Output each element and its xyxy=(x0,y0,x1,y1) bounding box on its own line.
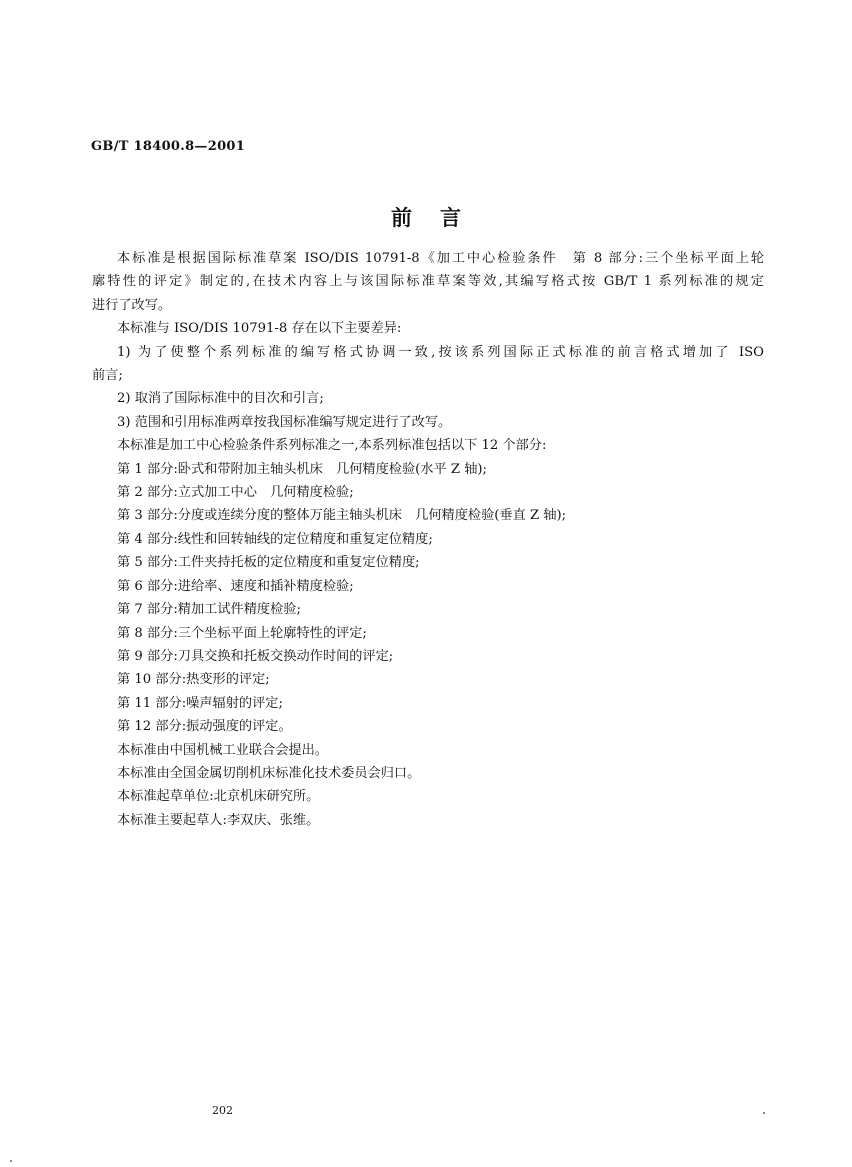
part-item: 第 1 部分:卧式和带附加主轴头机床 几何精度检验(水平 Z 轴); xyxy=(117,461,487,477)
part-item: 第 5 部分:工件夹持托板的定位精度和重复定位精度; xyxy=(117,555,420,571)
difference-item-cont: 前言; xyxy=(92,368,123,384)
closing-line: 本标准主要起草人:李双庆、张维。 xyxy=(117,812,320,828)
difference-item: 1) 为了使整个系列标准的编写格式协调一致,按该系列国际正式标准的前言格式增加了 ISO xyxy=(117,344,764,360)
scan-speck xyxy=(763,1112,765,1114)
part-item: 第 10 部分:热变形的评定; xyxy=(117,672,270,688)
closing-line: 本标准起草单位:北京机床研究所。 xyxy=(117,789,320,805)
difference-item: 3) 范围和引用标准两章按我国标准编写规定进行了改写。 xyxy=(117,414,452,430)
closing-line: 本标准由全国金属切削机床标准化技术委员会归口。 xyxy=(117,765,421,781)
title-char: 前 xyxy=(391,205,412,230)
difference-item: 2) 取消了国际标准中的目次和引言; xyxy=(117,391,324,407)
paragraph: 本标准是加工中心检验条件系列标准之一,本系列标准包括以下 12 个部分: xyxy=(117,438,547,454)
scan-speck xyxy=(10,1160,12,1162)
page-title xyxy=(0,202,852,232)
standard-number: GB/T 18400.8—2001 xyxy=(91,139,246,154)
closing-line: 本标准由中国机械工业联合会提出。 xyxy=(117,742,328,758)
part-item: 第 3 部分:分度或连续分度的整体万能主轴头机床 几何精度检验(垂直 Z 轴); xyxy=(117,508,567,524)
paragraph-line: 廓特性的评定》制定的,在技术内容上与该国际标准草案等效,其编写格式按 GB/T 1 系列标准的规定 xyxy=(92,274,764,290)
part-item: 第 7 部分:精加工试件精度检验; xyxy=(117,602,301,618)
paragraph-line: 进行了改写。 xyxy=(92,297,172,313)
paragraph-line: 本标准是根据国际标准草案 ISO/DIS 10791-8《加工中心检验条件 第 8 部分:三个坐标平面上轮 xyxy=(117,251,764,266)
part-item: 第 12 部分:振动强度的评定。 xyxy=(117,719,292,735)
paragraph: 本标准与 ISO/DIS 10791-8 存在以下主要差异: xyxy=(117,321,402,337)
part-item: 第 8 部分:三个坐标平面上轮廓特性的评定; xyxy=(117,625,367,641)
part-item: 第 6 部分:进给率、速度和插补精度检验; xyxy=(117,578,354,594)
part-item: 第 9 部分:刀具交换和托板交换动作时间的评定; xyxy=(117,648,394,664)
foreword-body xyxy=(92,247,764,832)
page-number: 202 xyxy=(212,1104,233,1117)
part-item: 第 4 部分:线性和回转轴线的定位精度和重复定位精度; xyxy=(117,531,433,547)
part-item: 第 2 部分:立式加工中心 几何精度检验; xyxy=(117,485,354,501)
part-item: 第 11 部分:噪声辐射的评定; xyxy=(117,695,283,711)
title-char: 言 xyxy=(440,205,461,230)
